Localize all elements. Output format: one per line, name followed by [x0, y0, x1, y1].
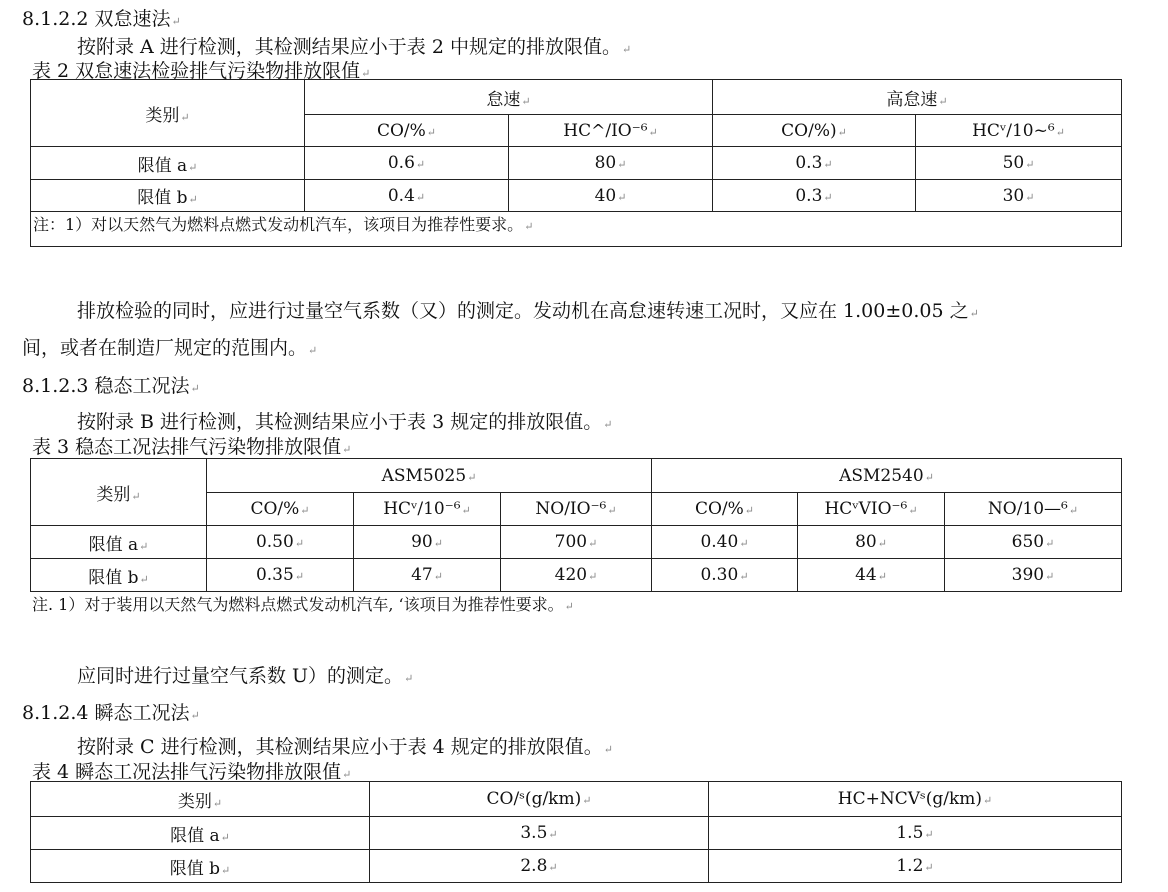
table-cell: 0.3↵ [713, 180, 916, 212]
table-cell: 80↵ [509, 147, 713, 180]
table-4-header: CO/ˢ(g/km)↵ [370, 782, 709, 817]
table-3-caption: 表 3 稳态工况法排气污染物排放限值↵ [32, 436, 352, 458]
row-label: 限值 a↵ [31, 817, 370, 850]
table-4 [30, 781, 1122, 883]
paragraph-excess-air-coefficient: 应同时进行过量空气系数 U）的测定。↵ [77, 665, 414, 687]
table-cell: 1.2↵ [709, 850, 1122, 883]
row-label: 限值 b↵ [31, 559, 207, 592]
paragraph-steady-state: 按附录 B 进行检测，其检测结果应小于表 3 规定的排放限值。↵ [77, 411, 613, 433]
table-cell: 0.3↵ [713, 147, 916, 180]
table-2-subheader: HC^/IO⁻⁶↵ [509, 115, 713, 147]
table-cell: 0.40↵ [652, 526, 798, 559]
table-2-group-high-idle: 高怠速↵ [713, 80, 1122, 115]
table-cell: 420↵ [501, 559, 652, 592]
table-cell: 3.5↵ [370, 817, 709, 850]
table-3-subheader: NO/10—⁶↵ [945, 493, 1122, 526]
paragraph-excess-air-line2: 间，或者在制造厂规定的范围内。↵ [22, 337, 318, 359]
table-3-subheader: HCᵛVIO⁻⁶↵ [798, 493, 945, 526]
table-3-subheader: CO/%↵ [207, 493, 354, 526]
table-cell: 2.8↵ [370, 850, 709, 883]
table-3-subheader: CO/%↵ [652, 493, 798, 526]
row-label: 限值 b↵ [31, 180, 305, 212]
table-2-subheader: HCᵛ/10~⁶↵ [916, 115, 1122, 147]
table-row [31, 147, 1122, 180]
table-2-group-idle: 怠速↵ [305, 80, 713, 115]
section-heading-8-1-2-2: 8.1.2.2 双怠速法↵ [22, 8, 181, 30]
table-2-category-header: 类别↵ [31, 80, 305, 147]
table-row [31, 850, 1122, 883]
table-3 [30, 458, 1122, 592]
table-cell: 50↵ [916, 147, 1122, 180]
table-cell: 0.6↵ [305, 147, 509, 180]
table-cell: 0.35↵ [207, 559, 354, 592]
table-3-group-asm5025: ASM5025↵ [207, 459, 652, 493]
table-2 [30, 79, 1122, 247]
table-4-caption: 表 4 瞬态工况法排气污染物排放限值↵ [32, 761, 352, 783]
table-3-note: 注. 1）对于装用以天然气为燃料点燃式发动机汽车, ‘该项目为推荐性要求。↵ [32, 595, 574, 614]
table-cell: 390↵ [945, 559, 1122, 592]
paragraph-transient: 按附录 C 进行检测，其检测结果应小于表 4 规定的排放限值。↵ [77, 736, 614, 758]
table-2-subheader: CO/%)↵ [713, 115, 916, 147]
table-cell: 700↵ [501, 526, 652, 559]
table-cell: 0.30↵ [652, 559, 798, 592]
table-row [31, 180, 1122, 212]
table-2-note: 注：1）对以天然气为燃料点燃式发动机汽车，该项目为推荐性要求。↵ [31, 212, 1122, 247]
table-2-subheader: CO/%↵ [305, 115, 509, 147]
section-heading-8-1-2-3: 8.1.2.3 稳态工况法↵ [22, 375, 200, 397]
table-row [31, 559, 1122, 592]
section-heading-8-1-2-4: 8.1.2.4 瞬态工况法↵ [22, 702, 200, 724]
table-cell: 90↵ [354, 526, 501, 559]
row-label: 限值 a↵ [31, 147, 305, 180]
table-3-subheader: HCᵛ/10⁻⁶↵ [354, 493, 501, 526]
table-row [31, 817, 1122, 850]
paragraph-excess-air-line1: 排放检验的同时，应进行过量空气系数（又）的测定。发动机在高怠速转速工况时，又应在 1.00±0.05 之↵ [77, 300, 979, 322]
table-cell: 0.50↵ [207, 526, 354, 559]
row-label: 限值 a↵ [31, 526, 207, 559]
table-cell: 44↵ [798, 559, 945, 592]
table-4-header: 类别↵ [31, 782, 370, 817]
paragraph-double-idle: 按附录 A 进行检测，其检测结果应小于表 2 中规定的排放限值。↵ [77, 36, 632, 58]
table-2-caption: 表 2 双怠速法检验排气污染物排放限值↵ [32, 60, 371, 82]
row-label: 限值 b↵ [31, 850, 370, 883]
table-3-group-asm2540: ASM2540↵ [652, 459, 1122, 493]
table-4-header: HC+NCVˢ(g/km)↵ [709, 782, 1122, 817]
table-cell: 80↵ [798, 526, 945, 559]
table-row [31, 526, 1122, 559]
table-cell: 40↵ [509, 180, 713, 212]
table-3-category-header: 类别↵ [31, 459, 207, 526]
table-cell: 650↵ [945, 526, 1122, 559]
table-cell: 1.5↵ [709, 817, 1122, 850]
table-3-subheader: NO/IO⁻⁶↵ [501, 493, 652, 526]
table-cell: 47↵ [354, 559, 501, 592]
table-cell: 30↵ [916, 180, 1122, 212]
table-cell: 0.4↵ [305, 180, 509, 212]
